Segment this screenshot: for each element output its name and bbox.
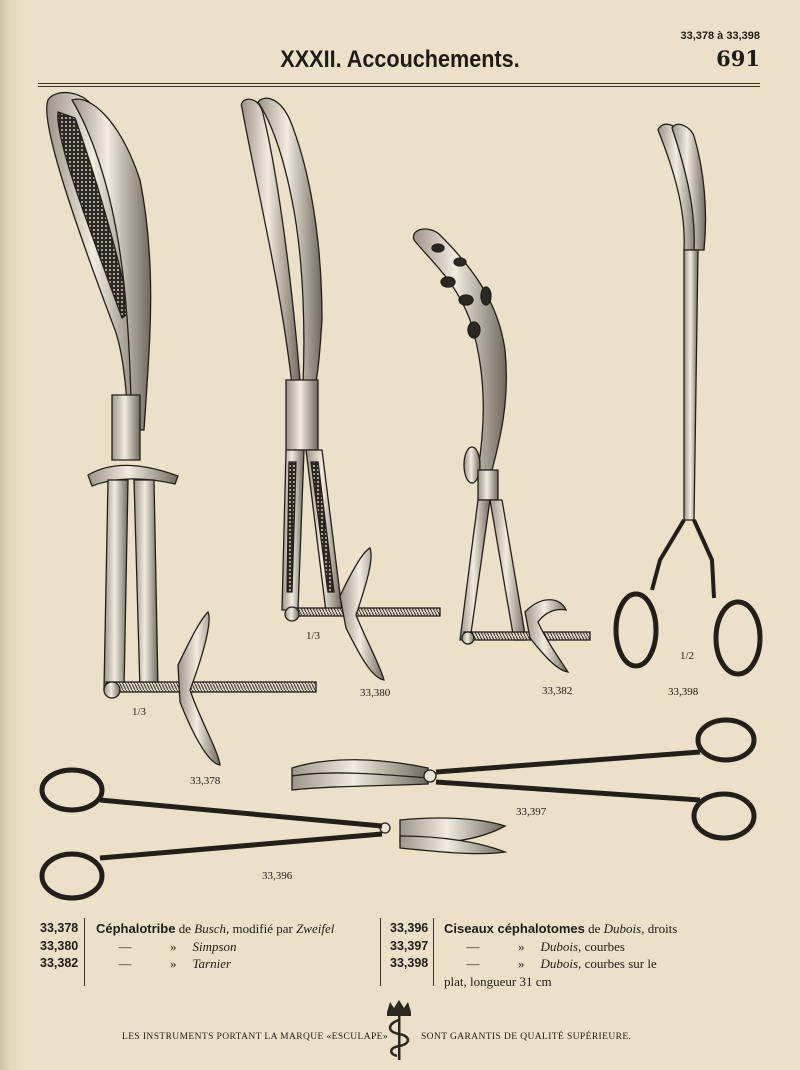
scissors-dubois-curved-drawing (292, 720, 754, 838)
legend-left-codes (40, 920, 78, 973)
cephalotribe-simpson-drawing (241, 98, 440, 680)
figure-label-33382: 33,382 (542, 685, 573, 697)
legend-left (96, 920, 334, 973)
figure-label-33398: 33,398 (668, 686, 699, 698)
figure-label-33396: 33,396 (262, 870, 293, 882)
figure-label-33397: 33,397 (516, 806, 547, 818)
legend-right (444, 920, 677, 990)
legend-row: — » Simpson (118, 938, 237, 954)
legend-divider-left (84, 918, 85, 986)
legend-divider-mid (380, 918, 381, 986)
legend-row: — » Dubois, courbes sur le (466, 956, 657, 971)
legend-row: plat, longueur 31 cm (444, 973, 552, 989)
cephalotribe-tarnier-drawing (413, 229, 590, 672)
legend-row: Ciseaux céphalotomes de Dubois, droits (444, 921, 678, 936)
scale-33398: 1/2 (680, 650, 695, 662)
scissors-dubois-curved-flat-drawing (616, 124, 760, 674)
code: 33,382 (40, 956, 79, 970)
scale-33378: 1/3 (132, 706, 147, 718)
section-title: XXXII. Accouchements. (280, 46, 520, 73)
legend-row: — » Tarnier (118, 956, 232, 971)
figure-label-33380: 33,380 (360, 687, 391, 699)
page-range: 33,378 à 33,398 (680, 30, 760, 42)
footer-right: SONT GARANTIS DE QUALITÉ SUPÉRIEURE. (421, 1032, 632, 1042)
legend-row: — » Dubois, courbes (466, 938, 625, 954)
legend-row: Céphalotribe de Busch, modifié par Zweifel (96, 921, 335, 936)
esculape-emblem-icon (381, 998, 417, 1062)
code: 33,398 (390, 956, 429, 970)
scale-33380: 1/3 (306, 630, 321, 642)
code: 33,397 (390, 938, 429, 953)
footer-left: LES INSTRUMENTS PORTANT LA MARQUE «ESCULAPE» (122, 1032, 389, 1042)
page-number: 691 (716, 46, 760, 71)
code: 33,380 (40, 938, 79, 953)
figure-label-33378: 33,378 (190, 775, 221, 787)
code: 33,378 (40, 921, 79, 935)
legend-right-codes (390, 920, 428, 973)
legend-divider-right (433, 918, 434, 986)
code: 33,396 (390, 921, 429, 935)
